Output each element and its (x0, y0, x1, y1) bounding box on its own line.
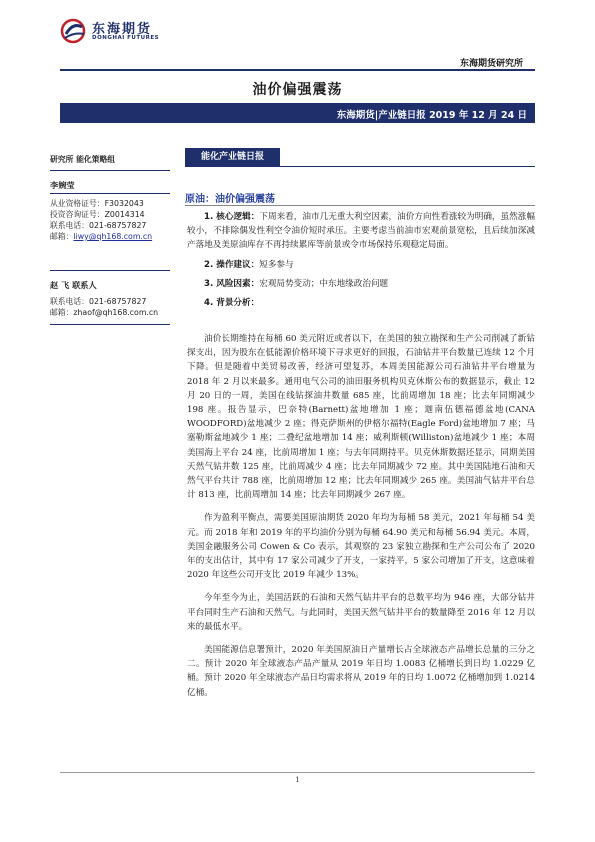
email-label: 邮箱： (50, 308, 74, 317)
paragraph: 作为盈利平衡点，需要美国原油期货 2020 年均为每桶 58 美元，2021 年每桶 54 美元。而 2018 年和 2019 年的平均油价分别为每桶 64.90 美元和每桶 56.94 美元。本周，美国金融服务公司 Cowen & Co 表示，其观察的 23 家独立勘探和生产公司公布了 2020 年的支出估计，其中有 17 家公司减少了开支，一家持平，5 家公司增加了开支，这意味着 2020 年这些公司开支比 2019 年减少 13%。 (187, 513, 535, 581)
advisory-line: 投资咨询证号：Z0014314 (50, 210, 145, 219)
email-line (50, 307, 158, 318)
page-number: 1 (295, 776, 300, 784)
crude-heading-rule (185, 205, 535, 206)
sidebar-rule (50, 170, 170, 171)
logo-chinese: 东海期货 (92, 22, 153, 37)
report-subtitle: 东海期货|产业链日报 2019 年 12 月 24 日 (336, 110, 527, 121)
background-analysis (187, 332, 535, 700)
paragraph: 今年至今为止，美国活跃的石油和天然气钻井平台的总数平均为 946 座，大部分钻井平台同时生产石油和天然气。与此同时，美国天然气钻井平台的数量降至 2016 年 12 月以来的最低水平。 (187, 593, 535, 632)
phone-line: 联系电话：021-68757827 (50, 221, 147, 230)
section-tag: 能化产业链日报 (185, 148, 280, 166)
company-logo (60, 14, 190, 54)
analyst-info (50, 198, 152, 242)
key-points (187, 210, 535, 310)
section-rule (185, 166, 535, 167)
paragraph: 油价长期维持在每桶 60 美元附近或者以下，在美国的独立勘探和生产公司削减了新钻探支出，因为股东在低能源价格环境下寻求更好的回报，石油钻井平台数量已连续 12 个月下降。但是随着中美贸易改善，经济可望复苏，本周美国能源公司石油钻井平台增量为 2018 年 2 月以来最多。通用电气公司的油田服务机构贝克休斯公布的数据显示，截止 12 月 20 日的一周，美国在线钻探油井数量 685 座，比前周增加 18 座；比去年同期减少 198 座。报告显示，巴奈特(Barnett)盆地增加 1 座；迦南伍德福德盆地(CANA WOODFORD)盆地减少 2 座；得克萨斯州的伊格尔福特(Eagle Ford)盆地增加 7 座；马塞勒斯盆地减少 1 座；二叠纪盆地增加 14 座；威利斯顿(Williston)盆地减少 1 座；本周美国海上平台 24 座，比前周增加 1 座；与去年同期持平。贝克休斯数据还显示，同期美国天然气钻井数 125 座，比前周减少 4 座；比去年同期减少 72 座。其中美国陆地石油和天然气平台共计 788 座，比前周增加 12 座；比去年同期减少 265 座。美国油气钻井平台总计 813 座，比前周增加 14 座；比去年同期减少 267 座。 (187, 334, 535, 501)
email-link[interactable]: liwy@qh168.com.cn (73, 232, 153, 241)
paragraph: 美国能源信息署预计，2020 年美国原油日产量增长占全球液态产品增长总量的三分之二。预计 2020 年全球液态产品产量从 2019 年日均 1.0083 亿桶增长到日均 1.0229 亿桶。预计 2020 年全球液态产品日均需求将从 2019 年的日均 1.0072 亿桶增加到 1.0214 亿桶。 (187, 645, 535, 698)
point-risk: 3. 风险因素：宏观局势变动；中东地缘政治问题 (204, 278, 389, 289)
email-label: 邮箱： (50, 232, 74, 241)
phone-line: 联系电话：021-68757827 (50, 297, 147, 306)
analyst-name: 李婉莹 (50, 180, 75, 190)
point-core-logic: 1. 核心逻辑：下周来看，油市几无重大利空因素，油价方向性看涨较为明确，虽然涨幅较小，不排除偶发性利空令油价短时承压。主要考虑当前油市宏观前景宽松，且后续加深减产落地及美原油库存不再持续累库等前景或令市场保持乐观稳定局面。 (187, 212, 535, 251)
sidebar-rule (50, 324, 170, 325)
donghai-logo-icon (60, 18, 88, 44)
sidebar-rule (50, 270, 170, 271)
footer-rule (60, 772, 535, 773)
contact-name: 赵 飞 联系人 (50, 280, 97, 290)
subtitle-band (60, 103, 535, 123)
qualification-line: 从业资格证号：F3032043 (50, 199, 144, 208)
org-name: 东海期货研究所 (459, 59, 523, 69)
contact-info (50, 296, 158, 318)
point-advice: 2. 操作建议：短多参与 (204, 259, 294, 270)
crude-heading: 原油：油价偏强震荡 (185, 194, 275, 205)
header-rule (60, 69, 535, 71)
point-background: 4. 背景分析： (204, 298, 260, 309)
logo-english: DONGHAI FUTURES (92, 35, 160, 41)
department: 研究所 能化策略组 (50, 155, 116, 164)
email-line (50, 231, 152, 242)
email-text[interactable]: zhaof@qh168.com.cn (73, 308, 159, 317)
sidebar-rule (50, 193, 170, 194)
page-title: 油价偏强震荡 (252, 82, 343, 98)
